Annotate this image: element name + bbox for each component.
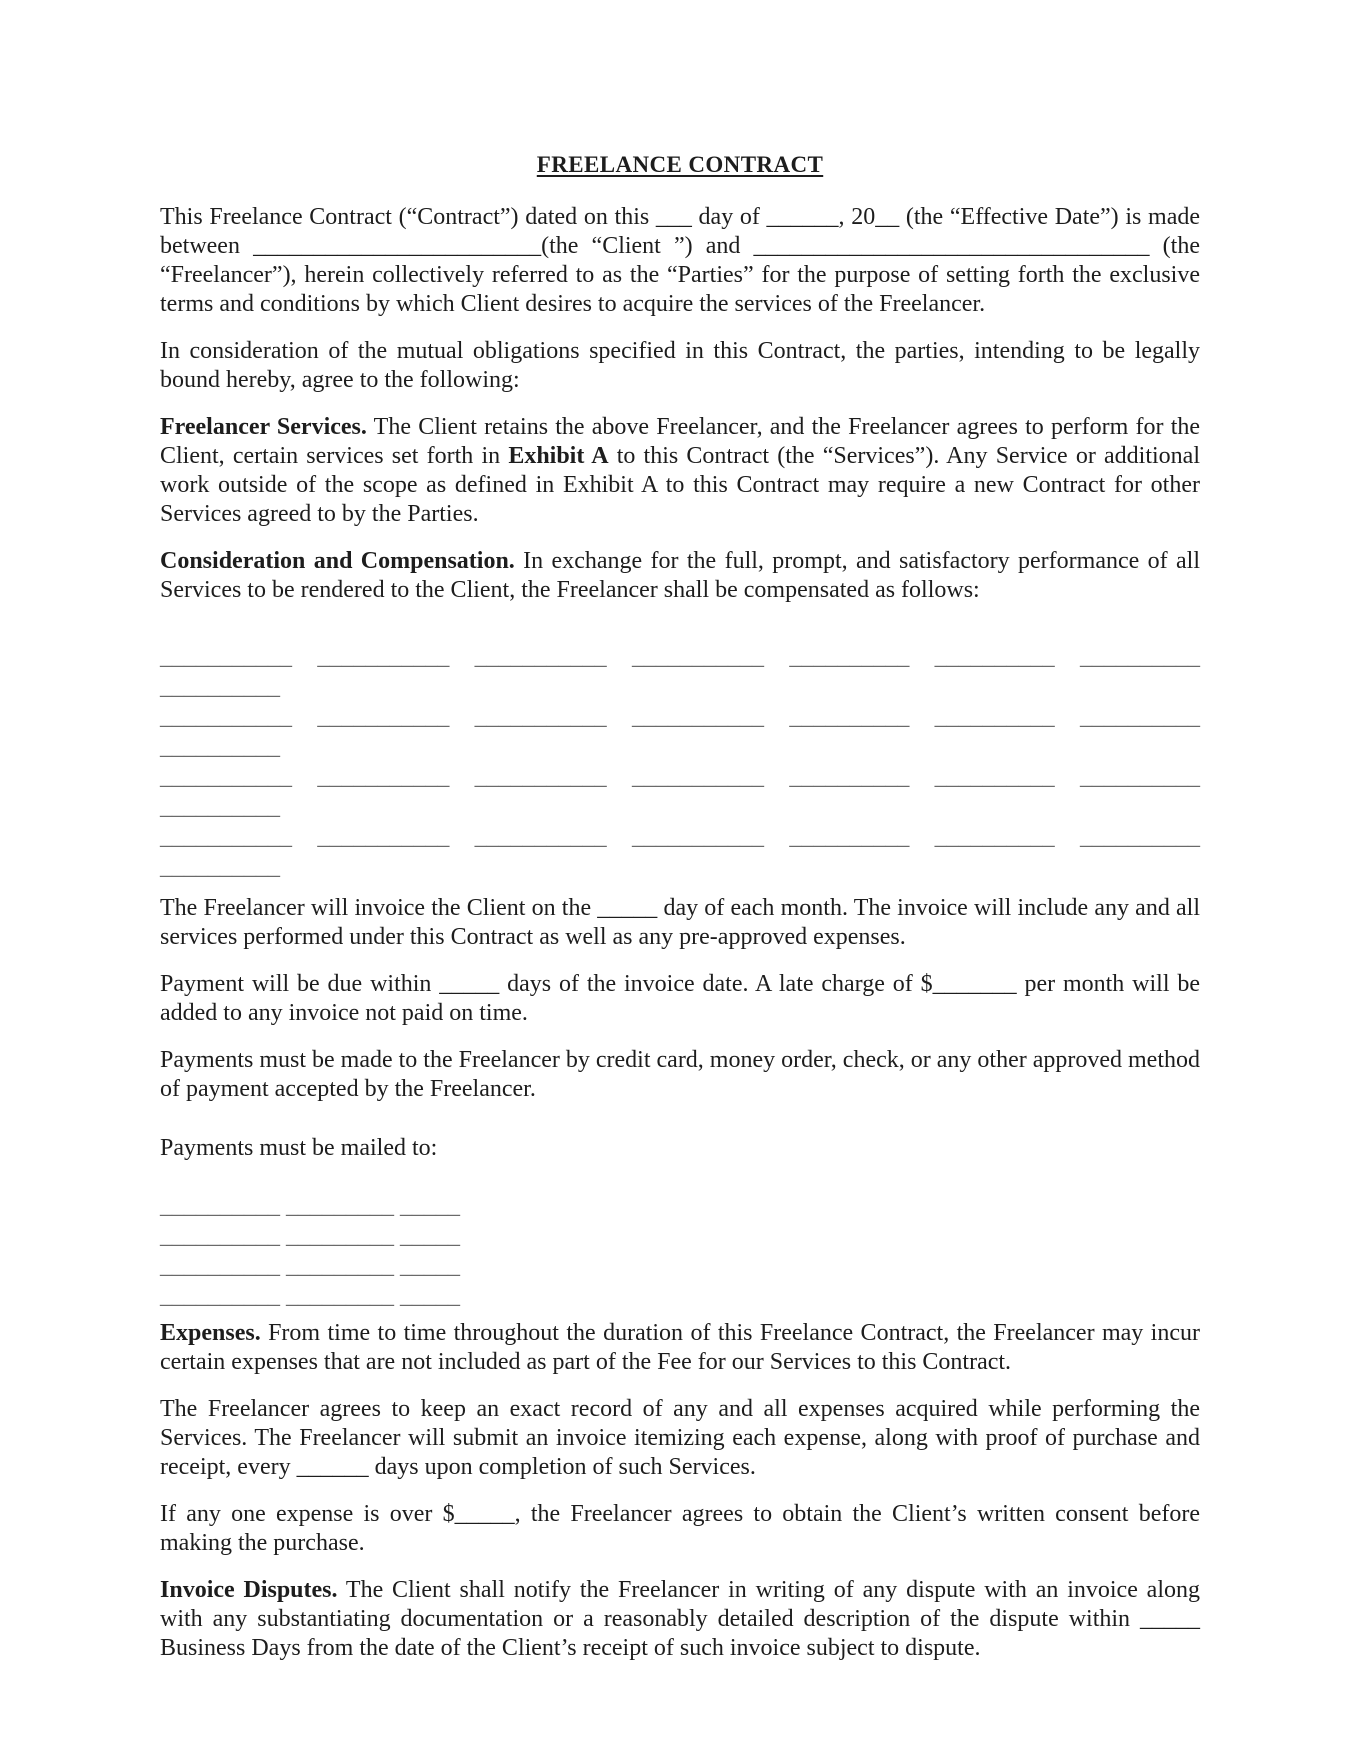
paragraph-mailing-intro: Payments must be mailed to:: [160, 1135, 438, 1161]
paragraph-intro: This Freelance Contract (“Contract”) dated on this ___ day of ______, 20__ (the “Effective Date”) is made between ________________________(the “Client ”) and _________________________________ (the “Freelancer”), herein collectively referred to as the “Parties” for the purpose of setting forth the exclusive terms and conditions by which Client desires to acquire the services of the Freelancer.: [160, 204, 1200, 317]
paragraph-invoice-schedule: The Freelancer will invoice the Client on the _____ day of each month. The invoice will include any and all services performed under this Contract as well as any pre-approved expenses.: [160, 895, 1200, 950]
mailing-address-fill-line-3: __________ _________ _____: [160, 1253, 460, 1279]
mailing-address-fill-line-4: __________ _________ _____: [160, 1283, 460, 1309]
compensation-fill-line-4: ___________ ___________ ___________ ___________ __________ __________ __________ __________: [160, 824, 1200, 880]
compensation-fill-line-2: ___________ ___________ ___________ ___________ __________ __________ __________ __________: [160, 704, 1200, 760]
compensation-fill-lines: [160, 642, 1200, 882]
compensation-fill-line-3: ___________ ___________ ___________ ___________ __________ __________ __________ __________: [160, 764, 1200, 820]
paragraph-consideration-compensation: Consideration and Compensation. In exchange for the full, prompt, and satisfactory performance of all Services to be rendered to the Client, the Freelancer shall be compensated as follows:: [160, 548, 1200, 603]
paragraph-payment-methods: Payments must be made to the Freelancer by credit card, money order, check, or any other approved method of payment accepted by the Freelancer.: [160, 1047, 1201, 1102]
paragraph-expenses: Expenses. From time to time throughout the duration of this Freelance Contract, the Freelancer may incur certain expenses that are not included as part of the Fee for our Services to this Contract.: [160, 1320, 1200, 1375]
mailing-address-fill-lines: [160, 1191, 1200, 1311]
document-title: FREELANCE CONTRACT: [536, 152, 824, 177]
paragraph-payment-due: Payment will be due within _____ days of the invoice date. A late charge of $_______ per month will be added to any invoice not paid on time.: [160, 971, 1200, 1026]
paragraph-mutual-obligations: In consideration of the mutual obligations specified in this Contract, the parties, intending to be legally bound hereby, agree to the following:: [160, 338, 1200, 393]
mailing-address-fill-line-2: __________ _________ _____: [160, 1223, 460, 1249]
compensation-fill-line-1: ___________ ___________ ___________ ___________ __________ __________ __________ __________: [160, 644, 1200, 700]
paragraph-expense-consent: If any one expense is over $_____, the Freelancer agrees to obtain the Client’s written consent before making the purchase.: [160, 1501, 1200, 1556]
paragraph-freelancer-services: Freelancer Services. The Client retains the above Freelancer, and the Freelancer agrees to perform for the Client, certain services set forth in Exhibit A to this Contract (the “Services”). Any Service or additional work outside of the scope as defined in Exhibit A to this Contract may require a new Contract for other Services agreed to by the Parties.: [160, 414, 1201, 527]
paragraph-invoice-disputes: Invoice Disputes. The Client shall notify the Freelancer in writing of any dispute with an invoice along with any substantiating documentation or a reasonably detailed description of the dispute within _____ Business Days from the date of the Client’s receipt of such invoice subject to dispute.: [160, 1577, 1200, 1661]
paragraph-expense-records: The Freelancer agrees to keep an exact record of any and all expenses acquired while performing the Services. The Freelancer will submit an invoice itemizing each expense, along with proof of purchase and receipt, every ______ days upon completion of such Services.: [160, 1396, 1200, 1480]
mailing-address-fill-line-1: __________ _________ _____: [160, 1193, 460, 1219]
